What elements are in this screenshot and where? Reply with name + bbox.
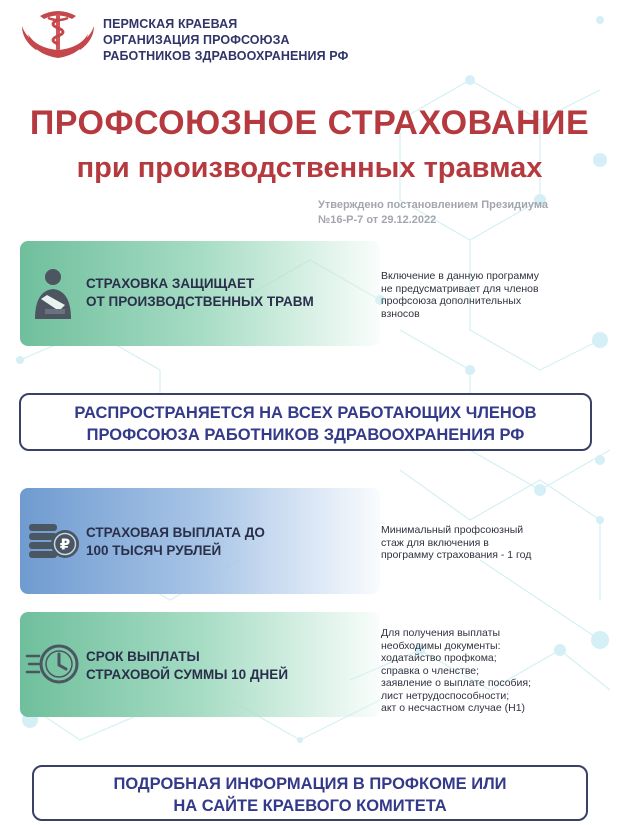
payout-amount-card [20, 488, 380, 594]
eligibility-line-1: РАСПРОСТРАНЯЕТСЯ НА ВСЕХ РАБОТАЮЩИХ ЧЛЕНОВ [74, 404, 537, 422]
min-tenure-line-2: стаж для включения в [381, 536, 489, 549]
injured-person-icon [25, 265, 81, 321]
no-fees-line-4: взносов [381, 307, 420, 320]
eligibility-banner [19, 393, 592, 451]
documents-line-7: акт о несчастном случае (Н1) [381, 702, 526, 714]
documents-line-1: Для получения выплаты [381, 627, 500, 639]
org-line-1: ПЕРМСКАЯ КРАЕВАЯ [103, 17, 238, 31]
documents-line-3: ходатайство профкома; [381, 652, 497, 664]
payout-amount-line-2: 100 ТЫСЯЧ РУБЛЕЙ [86, 543, 222, 558]
organization-name [103, 16, 348, 64]
org-line-3: РАБОТНИКОВ ЗДРАВООХРАНЕНИЯ РФ [103, 49, 349, 63]
no-fees-note [381, 270, 539, 320]
main-subtitle: при производственных травмах [76, 152, 543, 184]
min-tenure-line-1: Минимальный профсоюзный [381, 524, 524, 536]
min-tenure-note [381, 524, 531, 562]
coverage-line-2: ОТ ПРОИЗВОДСТВЕННЫХ ТРАВМ [86, 294, 314, 309]
payout-amount-line-1: СТРАХОВАЯ ВЫПЛАТА ДО [86, 525, 265, 540]
documents-line-5: заявление о выплате пособия; [381, 677, 532, 689]
no-fees-line-3: профсоюза дополнительных [381, 295, 522, 307]
more-info-line-1: ПОДРОБНАЯ ИНФОРМАЦИЯ В ПРОФКОМЕ ИЛИ [113, 775, 507, 793]
fast-clock-icon [25, 638, 81, 690]
approval-line-2: №16-Р-7 от 29.12.2022 [318, 214, 437, 226]
required-documents-note [381, 627, 531, 715]
coverage-card [20, 241, 380, 346]
payout-time-card [20, 612, 380, 717]
documents-line-6: лист нетрудоспособности; [381, 689, 510, 702]
more-info-banner [32, 765, 588, 821]
eligibility-line-2: ПРОФСОЮЗА РАБОТНИКОВ ЗДРАВООХРАНЕНИЯ РФ [86, 426, 525, 444]
main-title: ПРОФСОЮЗНОЕ СТРАХОВАНИЕ [29, 104, 590, 142]
coverage-text [86, 275, 314, 311]
payout-time-line-1: СРОК ВЫПЛАТЫ [86, 649, 200, 664]
documents-line-4: справка о членстве; [381, 664, 480, 677]
no-fees-line-1: Включение в данную программу [381, 270, 539, 282]
coverage-line-1: СТРАХОВКА ЗАЩИЩАЕТ [86, 276, 255, 291]
no-fees-line-2: не предусматривает для членов [381, 282, 539, 295]
more-info-line-2: НА САЙТЕ КРАЕВОГО КОМИТЕТА [173, 797, 447, 815]
payout-time-line-2: СТРАХОВОЙ СУММЫ 10 ДНЕЙ [86, 667, 289, 682]
payout-time-text [86, 648, 288, 684]
payout-amount-text [86, 524, 265, 560]
ruble-coins-icon [25, 516, 81, 566]
approval-line-1: Утверждено постановлением Президиума [318, 199, 549, 211]
documents-line-2: необходимы документы: [381, 639, 501, 652]
caduceus-hands-icon [18, 8, 98, 66]
ruble-symbol: ₽ [59, 535, 71, 554]
approval-note [318, 198, 548, 228]
min-tenure-line-3: программу страхования - 1 год [381, 549, 532, 561]
org-line-2: ОРГАНИЗАЦИЯ ПРОФСОЮЗА [103, 33, 290, 47]
